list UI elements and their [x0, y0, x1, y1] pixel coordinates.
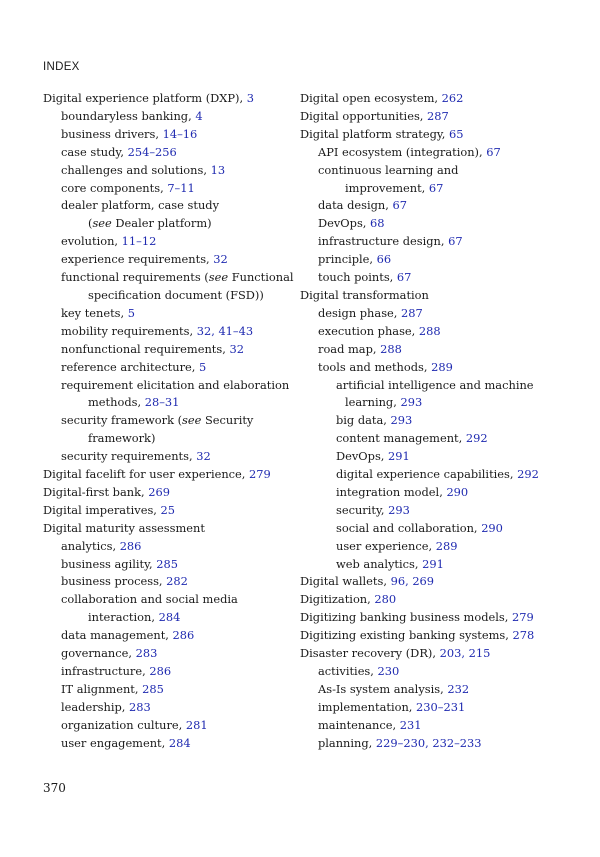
page-ref-link[interactable]: 293 [388, 502, 410, 517]
index-entry [300, 305, 590, 323]
running-header: INDEX [43, 61, 80, 73]
index-entry [300, 269, 590, 287]
index-entry [43, 162, 288, 180]
entry-term: governance, [61, 646, 136, 661]
page-ref-link[interactable]: 290 [481, 520, 503, 535]
page-ref-link[interactable]: 288 [418, 323, 441, 338]
page-ref-link[interactable]: 229–230, 232–233 [375, 735, 482, 750]
index-entry [43, 627, 288, 645]
entry-term: Digitization, [300, 592, 375, 607]
page-ref-link[interactable]: 279 [511, 610, 534, 625]
entry-term: methods, [88, 395, 145, 410]
entry-term: dealer platform, case study [61, 198, 220, 213]
index-entry [300, 251, 590, 269]
index-entry [300, 126, 590, 144]
index-entry [300, 699, 590, 717]
entry-term: Digital maturity assessment [43, 520, 205, 535]
index-entry [300, 377, 590, 395]
index-entry [300, 90, 590, 108]
index-entry [43, 430, 288, 448]
index-entry [300, 359, 590, 377]
page-ref-link[interactable]: 231 [399, 717, 422, 732]
index-entry [300, 430, 590, 448]
entry-term: framework) [88, 431, 156, 446]
entry-term: improvement, [345, 180, 429, 195]
index-entry [300, 502, 590, 520]
entry-term: challenges and solutions, [61, 162, 211, 177]
entry-term: security requirements, [61, 449, 197, 464]
index-entry [300, 627, 590, 645]
index-entry [300, 144, 590, 162]
entry-term: principle, [318, 252, 377, 267]
index-entry [300, 484, 590, 502]
entry-term: Disaster recovery (DR), [300, 646, 440, 661]
entry-term: web analytics, [336, 556, 423, 571]
index-entry [300, 287, 590, 305]
entry-term: DevOps, [336, 449, 389, 464]
entry-term: API ecosystem (integration), [318, 144, 487, 159]
index-entry [43, 663, 288, 681]
entry-term: big data, [336, 413, 391, 428]
page-ref-link[interactable]: 67 [392, 198, 407, 213]
entry-term: Digitizing existing banking systems, [300, 628, 513, 643]
index-entry [300, 323, 590, 341]
page-ref-link[interactable]: 203, 215 [439, 646, 491, 661]
index-entry [300, 341, 590, 359]
entry-term: activities, [318, 664, 378, 678]
page-ref-link[interactable]: 5 [199, 359, 207, 374]
page-ref-link[interactable]: 278 [512, 628, 535, 643]
entry-term: mobility requirements, [61, 323, 197, 338]
page-ref-link[interactable]: 67 [486, 144, 501, 159]
page-ref-link[interactable]: 293 [390, 413, 413, 428]
index-entry [300, 233, 590, 251]
entry-term: maintenance, [318, 717, 400, 732]
index-entry [300, 197, 590, 215]
page-ref-link[interactable]: 286 [119, 538, 142, 553]
entry-term: infrastructure design, [318, 234, 449, 249]
index-entry [300, 394, 590, 412]
page-ref-link[interactable]: 32 [196, 449, 211, 464]
entry-term: infrastructure, [61, 664, 150, 678]
entry-term: business drivers, [61, 126, 163, 141]
page-ref-link[interactable]: 286 [172, 628, 195, 643]
entry-term: continuous learning and [318, 162, 459, 177]
entry-term: Digitizing banking business models, [300, 610, 512, 625]
index-entry [43, 126, 288, 144]
page-ref-link[interactable]: 230 [377, 664, 400, 678]
entry-term: touch points, [318, 270, 397, 285]
index-entry [43, 287, 288, 305]
page-ref-link[interactable]: 28–31 [144, 395, 180, 410]
index-entry [300, 663, 590, 681]
index-entry [43, 448, 288, 466]
entry-term: execution phase, [318, 323, 419, 338]
page-ref-link[interactable]: 282 [166, 574, 188, 589]
index-entry [43, 573, 288, 591]
page-ref-link[interactable]: 283 [135, 646, 158, 661]
index-entry [43, 233, 288, 251]
entry-term: As-Is system analysis, [318, 681, 448, 696]
entry-term: experience requirements, [61, 252, 214, 267]
page-ref-link[interactable]: 281 [185, 717, 208, 732]
index-entry [300, 466, 590, 484]
entry-term: requirement elicitation and elaboration [61, 377, 290, 392]
page-ref-link[interactable]: 279 [249, 467, 271, 482]
page-ref-link[interactable]: 11–12 [121, 234, 157, 249]
entry-term: Digital opportunities, [300, 108, 428, 123]
entry-term: business agility, [61, 556, 157, 571]
entry-term: Digital transformation [300, 287, 429, 302]
page-ref-link[interactable]: 292 [465, 431, 488, 446]
entry-term: Digital-first bank, [43, 484, 149, 499]
page-ref-link[interactable]: 68 [370, 216, 385, 231]
entry-term: Digital facelift for user experience, [43, 467, 250, 482]
page-ref-link[interactable]: 230–231 [416, 699, 466, 714]
entry-term: content management, [336, 431, 466, 446]
index-entry [300, 180, 590, 198]
index-entry [43, 699, 288, 717]
page-ref-link[interactable]: 3 [246, 91, 254, 105]
index-entry [43, 144, 288, 162]
entry-term: core components, [61, 180, 168, 195]
index-entry [300, 520, 590, 538]
page-ref-link[interactable]: 284 [158, 610, 181, 625]
page-ref-link[interactable]: 290 [446, 484, 469, 499]
entry-term: security, [336, 502, 389, 517]
index-entry [43, 609, 288, 627]
page-ref-link[interactable]: 67 [428, 180, 444, 195]
index-entry [300, 215, 590, 233]
page-ref-link[interactable]: 5 [127, 305, 136, 320]
entry-term: nonfunctional requirements, [61, 341, 230, 356]
index-entry [43, 538, 288, 556]
index-entry [43, 377, 288, 395]
entry-term: specification document (FSD)) [88, 287, 264, 302]
index-entry [43, 359, 288, 377]
page-ref-link[interactable]: 25 [160, 502, 176, 517]
index-entry [300, 717, 590, 735]
entry-term: functional requirements (see Functional [61, 270, 294, 285]
index-entry [43, 735, 288, 753]
entry-term: leadership, [61, 699, 130, 714]
page-ref-link[interactable]: 286 [149, 664, 172, 678]
entry-term: security framework (see Security [61, 413, 254, 428]
entry-term: tools and methods, [318, 359, 432, 374]
page-ref-link[interactable]: 32 [213, 252, 228, 267]
entry-term: implementation, [318, 699, 417, 714]
index-entry [43, 556, 288, 574]
page-ref-link[interactable]: 7–11 [167, 180, 195, 195]
index-entry [43, 717, 288, 735]
page-ref-link[interactable]: 291 [422, 556, 444, 571]
entry-term: business process, [61, 574, 167, 589]
entry-term: artificial intelligence and machine [336, 377, 534, 392]
entry-term: Digital open ecosystem, [300, 91, 442, 105]
entry-term: learning, [345, 395, 401, 410]
entry-term: data management, [61, 628, 173, 643]
entry-term: analytics, [61, 538, 120, 553]
page-ref-link[interactable]: 284 [168, 735, 191, 750]
entry-term: Digital wallets, [300, 574, 391, 589]
entry-term: planning, [318, 735, 376, 750]
page-ref-link[interactable]: 232 [447, 681, 470, 696]
page-ref-link[interactable]: 287 [427, 108, 449, 123]
page-ref-link[interactable]: 66 [376, 252, 392, 267]
entry-term: digital experience capabilities, [336, 467, 518, 482]
entry-term: Digital imperatives, [43, 502, 161, 517]
index-entry [300, 591, 590, 609]
entry-term: design phase, [318, 305, 402, 320]
entry-term: IT alignment, [61, 681, 143, 696]
entry-term: case study, [61, 144, 128, 159]
index-entry [300, 681, 590, 699]
index-entry [43, 108, 288, 126]
index-column-left [43, 90, 294, 753]
index-entry [300, 162, 590, 180]
entry-term: key tenets, [61, 305, 128, 320]
index-entry [43, 645, 288, 663]
index-entry [43, 520, 288, 538]
index-entry [43, 197, 288, 215]
page-ref-link[interactable]: 285 [156, 556, 179, 571]
page-ref-link[interactable]: 288 [380, 341, 402, 356]
index-entry [300, 412, 590, 430]
index-column-right [300, 90, 590, 753]
index-entry [43, 90, 288, 108]
index-entry [43, 394, 288, 412]
page-ref-link[interactable]: 289 [435, 538, 458, 553]
index-entry [43, 251, 288, 269]
page-ref-link[interactable]: 96, 269 [390, 574, 435, 589]
entry-term: (see Dealer platform) [88, 216, 212, 231]
index-entry [43, 502, 288, 520]
entry-term: interaction, [88, 610, 159, 625]
entry-term: organization culture, [61, 717, 186, 732]
entry-term: user engagement, [61, 735, 169, 750]
index-entry [300, 645, 590, 663]
page-ref-link[interactable]: 285 [142, 681, 164, 696]
page-ref-link[interactable]: 32, 41–43 [196, 323, 254, 338]
entry-term: reference architecture, [61, 359, 200, 374]
page-ref-link[interactable]: 293 [400, 395, 423, 410]
index-entry [43, 305, 288, 323]
entry-term: social and collaboration, [336, 520, 482, 535]
entry-term: integration model, [336, 484, 447, 499]
page-ref-link[interactable]: 254–256 [127, 144, 177, 159]
index-entry [43, 484, 288, 502]
page-ref-link[interactable]: 283 [129, 699, 151, 714]
index-entry [300, 556, 590, 574]
page-ref-link[interactable]: 13 [210, 162, 226, 177]
page-ref-link[interactable]: 262 [441, 91, 464, 105]
page-ref-link[interactable]: 4 [195, 108, 203, 123]
entry-term: DevOps, [318, 216, 371, 231]
index-entry [43, 215, 288, 233]
page-ref-link[interactable]: 280 [374, 592, 397, 607]
page-ref-link[interactable]: 289 [431, 359, 453, 374]
page-ref-link[interactable]: 14–16 [162, 126, 198, 141]
entry-term: collaboration and social media [61, 592, 238, 607]
index-entry [300, 448, 590, 466]
index-entry [300, 573, 590, 591]
entry-term: Digital platform strategy, [300, 126, 450, 141]
page-ref-link[interactable]: 292 [517, 467, 539, 482]
page-ref-link[interactable]: 67 [448, 234, 463, 249]
page-ref-link[interactable]: 67 [396, 270, 412, 285]
index-entry [43, 180, 288, 198]
index-entry [43, 412, 288, 430]
entry-term: road map, [318, 341, 381, 356]
entry-term: boundaryless banking, [61, 108, 196, 123]
index-entry [43, 681, 288, 699]
index-entry [300, 609, 590, 627]
page-ref-link[interactable]: 287 [401, 305, 423, 320]
index-entry [43, 591, 288, 609]
index-entry [300, 538, 590, 556]
index-entry [43, 341, 288, 359]
index-entry [300, 735, 590, 753]
page-ref-link[interactable]: 291 [388, 449, 410, 464]
page-ref-link[interactable]: 65 [449, 126, 464, 141]
index-entry [300, 108, 590, 126]
page-number: 370 [43, 781, 66, 795]
page-ref-link[interactable]: 269 [148, 484, 170, 499]
page-ref-link[interactable]: 32 [229, 341, 244, 356]
entry-term: user experience, [336, 538, 436, 553]
entry-term: evolution, [61, 234, 122, 249]
entry-term: Digital experience platform (DXP), [43, 91, 247, 105]
index-entry [43, 466, 288, 484]
index-entry [43, 269, 294, 287]
index-entry [43, 323, 288, 341]
entry-term: data design, [318, 198, 393, 213]
